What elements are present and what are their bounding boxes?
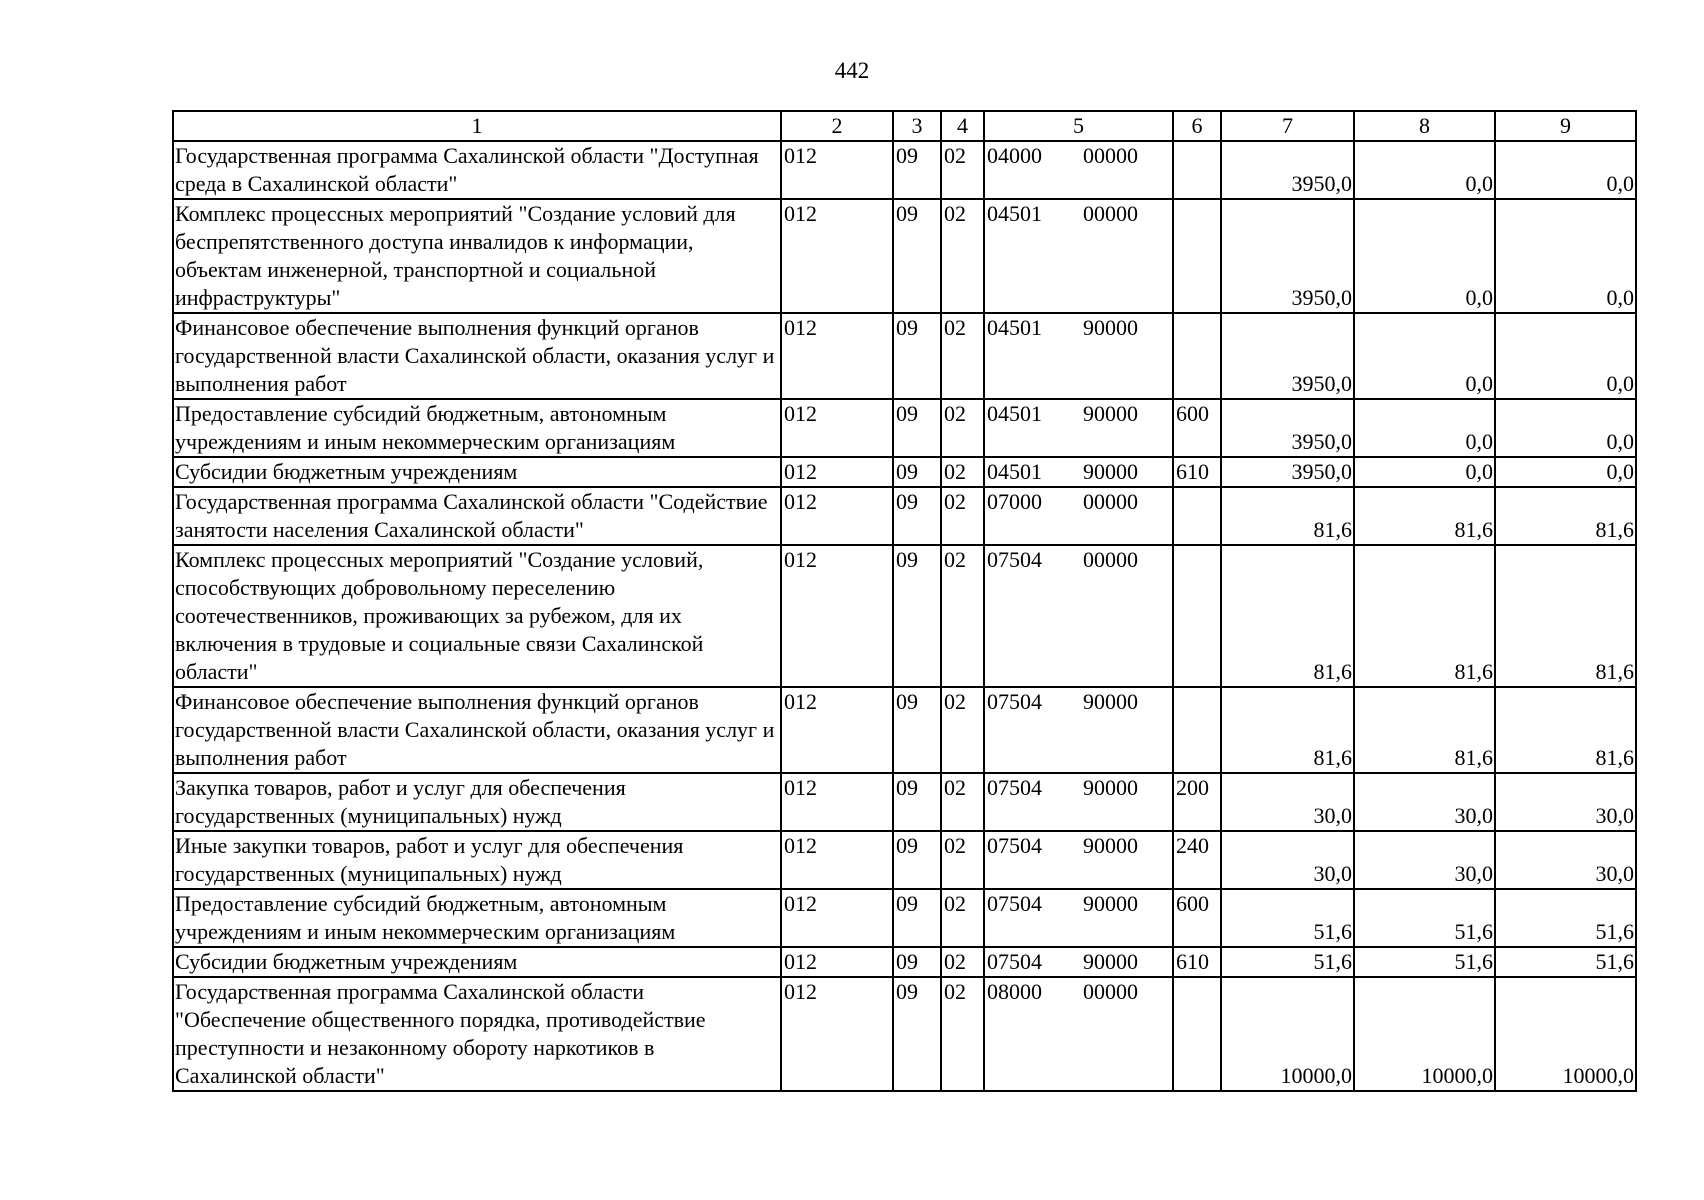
section-code-cell: 09 xyxy=(893,457,941,487)
row-name-cell: Предоставление субсидий бюджетным, автономным учреждениям и иным некоммерческим организациям xyxy=(173,399,781,457)
amount-year3-cell: 81,6 xyxy=(1495,545,1636,687)
row-name-cell: Комплекс процессных мероприятий "Создание условий, способствующих добровольному переселению соотечественников, проживающих за рубежом, для их включения в трудовые и социальные связи Сахалинской области" xyxy=(173,545,781,687)
amount-year3-cell: 0,0 xyxy=(1495,457,1636,487)
section-code-cell: 09 xyxy=(893,487,941,545)
section-code-cell: 09 xyxy=(893,199,941,313)
row-name-cell: Комплекс процессных мероприятий "Создание условий для беспрепятственного доступа инвалидов к информации, объектам инженерной, транспортной и социальной инфраструктуры" xyxy=(173,199,781,313)
amount-year1-cell: 30,0 xyxy=(1221,773,1354,831)
section-code-cell: 09 xyxy=(893,831,941,889)
grbs-code-cell: 012 xyxy=(781,889,893,947)
amount-year1-cell: 3950,0 xyxy=(1221,457,1354,487)
grbs-code-cell: 012 xyxy=(781,773,893,831)
amount-year2-cell: 0,0 xyxy=(1354,313,1495,399)
column-header: 7 xyxy=(1221,111,1354,141)
amount-year2-cell: 51,6 xyxy=(1354,947,1495,977)
target-article-cell xyxy=(984,313,1173,399)
amount-year2-cell: 81,6 xyxy=(1354,487,1495,545)
table-row xyxy=(173,977,1636,1091)
grbs-code-cell: 012 xyxy=(781,545,893,687)
grbs-code-cell: 012 xyxy=(781,687,893,773)
section-code-cell: 09 xyxy=(893,545,941,687)
table-row xyxy=(173,947,1636,977)
target-article-cell xyxy=(984,773,1173,831)
table-row xyxy=(173,831,1636,889)
subsection-code-cell: 02 xyxy=(941,977,984,1091)
amount-year2-cell: 30,0 xyxy=(1354,773,1495,831)
amount-year2-cell: 81,6 xyxy=(1354,687,1495,773)
amount-year2-cell: 10000,0 xyxy=(1354,977,1495,1091)
target-article-program: 07504 xyxy=(987,949,1042,974)
target-article-program: 07504 xyxy=(987,833,1042,858)
target-article-program: 07504 xyxy=(987,689,1042,714)
target-article-direction: 00000 xyxy=(1083,201,1138,226)
table-row xyxy=(173,889,1636,947)
subsection-code-cell: 02 xyxy=(941,773,984,831)
target-article-cell xyxy=(984,687,1173,773)
subsection-code-cell: 02 xyxy=(941,545,984,687)
table-row xyxy=(173,399,1636,457)
target-article-cell xyxy=(984,831,1173,889)
table-row xyxy=(173,199,1636,313)
row-name-cell: Предоставление субсидий бюджетным, автономным учреждениям и иным некоммерческим организациям xyxy=(173,889,781,947)
target-article-program: 07504 xyxy=(987,891,1042,916)
row-name-cell: Финансовое обеспечение выполнения функций органов государственной власти Сахалинской области, оказания услуг и выполнения работ xyxy=(173,313,781,399)
amount-year1-cell: 3950,0 xyxy=(1221,141,1354,199)
subsection-code-cell: 02 xyxy=(941,889,984,947)
amount-year3-cell: 81,6 xyxy=(1495,487,1636,545)
row-name-cell: Финансовое обеспечение выполнения функций органов государственной власти Сахалинской области, оказания услуг и выполнения работ xyxy=(173,687,781,773)
subsection-code-cell: 02 xyxy=(941,199,984,313)
row-name-cell: Субсидии бюджетным учреждениям xyxy=(173,947,781,977)
target-article-program: 04501 xyxy=(987,315,1042,340)
grbs-code-cell: 012 xyxy=(781,977,893,1091)
table-row xyxy=(173,313,1636,399)
target-article-direction: 90000 xyxy=(1083,315,1138,340)
column-header-row xyxy=(173,111,1636,141)
row-name-cell: Государственная программа Сахалинской области "Содействие занятости населения Сахалинской области" xyxy=(173,487,781,545)
amount-year3-cell: 0,0 xyxy=(1495,399,1636,457)
target-article-cell xyxy=(984,487,1173,545)
grbs-code-cell: 012 xyxy=(781,947,893,977)
table-row xyxy=(173,687,1636,773)
target-article-direction: 00000 xyxy=(1083,489,1138,514)
subsection-code-cell: 02 xyxy=(941,487,984,545)
table-row xyxy=(173,545,1636,687)
target-article-cell xyxy=(984,399,1173,457)
subsection-code-cell: 02 xyxy=(941,141,984,199)
amount-year2-cell: 0,0 xyxy=(1354,399,1495,457)
amount-year1-cell: 3950,0 xyxy=(1221,399,1354,457)
column-header: 8 xyxy=(1354,111,1495,141)
expense-type-cell xyxy=(1173,141,1221,199)
section-code-cell: 09 xyxy=(893,141,941,199)
amount-year3-cell: 51,6 xyxy=(1495,889,1636,947)
column-header: 1 xyxy=(173,111,781,141)
column-header: 5 xyxy=(984,111,1173,141)
section-code-cell: 09 xyxy=(893,313,941,399)
subsection-code-cell: 02 xyxy=(941,313,984,399)
expense-type-cell xyxy=(1173,199,1221,313)
amount-year1-cell: 30,0 xyxy=(1221,831,1354,889)
subsection-code-cell: 02 xyxy=(941,687,984,773)
target-article-direction: 90000 xyxy=(1083,401,1138,426)
target-article-direction: 00000 xyxy=(1083,547,1138,572)
grbs-code-cell: 012 xyxy=(781,399,893,457)
target-article-program: 08000 xyxy=(987,979,1042,1004)
section-code-cell: 09 xyxy=(893,947,941,977)
section-code-cell: 09 xyxy=(893,977,941,1091)
section-code-cell: 09 xyxy=(893,399,941,457)
expense-type-cell: 240 xyxy=(1173,831,1221,889)
target-article-cell xyxy=(984,977,1173,1091)
section-code-cell: 09 xyxy=(893,687,941,773)
target-article-program: 04501 xyxy=(987,459,1042,484)
target-article-program: 04501 xyxy=(987,401,1042,426)
expense-type-cell: 600 xyxy=(1173,889,1221,947)
grbs-code-cell: 012 xyxy=(781,487,893,545)
target-article-cell xyxy=(984,545,1173,687)
amount-year1-cell: 81,6 xyxy=(1221,487,1354,545)
amount-year1-cell: 51,6 xyxy=(1221,947,1354,977)
amount-year1-cell: 81,6 xyxy=(1221,545,1354,687)
amount-year2-cell: 30,0 xyxy=(1354,831,1495,889)
row-name-cell: Государственная программа Сахалинской области "Доступная среда в Сахалинской области" xyxy=(173,141,781,199)
table-row xyxy=(173,457,1636,487)
target-article-program: 07000 xyxy=(987,489,1042,514)
subsection-code-cell: 02 xyxy=(941,831,984,889)
column-header: 4 xyxy=(941,111,984,141)
row-name-cell: Иные закупки товаров, работ и услуг для обеспечения государственных (муниципальных) нужд xyxy=(173,831,781,889)
target-article-cell xyxy=(984,141,1173,199)
amount-year3-cell: 30,0 xyxy=(1495,773,1636,831)
amount-year2-cell: 51,6 xyxy=(1354,889,1495,947)
target-article-cell xyxy=(984,199,1173,313)
amount-year2-cell: 81,6 xyxy=(1354,545,1495,687)
amount-year1-cell: 81,6 xyxy=(1221,687,1354,773)
amount-year2-cell: 0,0 xyxy=(1354,199,1495,313)
target-article-program: 07504 xyxy=(987,775,1042,800)
amount-year1-cell: 3950,0 xyxy=(1221,199,1354,313)
target-article-direction: 90000 xyxy=(1083,459,1138,484)
target-article-direction: 00000 xyxy=(1083,979,1138,1004)
expense-type-cell xyxy=(1173,545,1221,687)
expense-type-cell xyxy=(1173,313,1221,399)
target-article-direction: 90000 xyxy=(1083,833,1138,858)
section-code-cell: 09 xyxy=(893,773,941,831)
subsection-code-cell: 02 xyxy=(941,399,984,457)
amount-year3-cell: 0,0 xyxy=(1495,313,1636,399)
target-article-cell xyxy=(984,947,1173,977)
amount-year3-cell: 0,0 xyxy=(1495,199,1636,313)
grbs-code-cell: 012 xyxy=(781,141,893,199)
expense-type-cell: 200 xyxy=(1173,773,1221,831)
target-article-program: 07504 xyxy=(987,547,1042,572)
target-article-program: 04000 xyxy=(987,143,1042,168)
page-number: 442 xyxy=(834,58,870,83)
column-header: 2 xyxy=(781,111,893,141)
amount-year2-cell: 0,0 xyxy=(1354,457,1495,487)
target-article-direction: 00000 xyxy=(1083,143,1138,168)
amount-year3-cell: 51,6 xyxy=(1495,947,1636,977)
target-article-cell xyxy=(984,457,1173,487)
table-row xyxy=(173,141,1636,199)
amount-year3-cell: 81,6 xyxy=(1495,687,1636,773)
expense-type-cell: 610 xyxy=(1173,457,1221,487)
column-header: 3 xyxy=(893,111,941,141)
column-header: 6 xyxy=(1173,111,1221,141)
budget-table xyxy=(172,110,1637,1092)
expense-type-cell xyxy=(1173,977,1221,1091)
amount-year2-cell: 0,0 xyxy=(1354,141,1495,199)
subsection-code-cell: 02 xyxy=(941,947,984,977)
row-name-cell: Государственная программа Сахалинской области "Обеспечение общественного порядка, противодействие преступности и незаконному обороту наркотиков в Сахалинской области" xyxy=(173,977,781,1091)
grbs-code-cell: 012 xyxy=(781,457,893,487)
amount-year3-cell: 10000,0 xyxy=(1495,977,1636,1091)
amount-year1-cell: 3950,0 xyxy=(1221,313,1354,399)
grbs-code-cell: 012 xyxy=(781,313,893,399)
grbs-code-cell: 012 xyxy=(781,831,893,889)
amount-year1-cell: 10000,0 xyxy=(1221,977,1354,1091)
table-row xyxy=(173,773,1636,831)
amount-year3-cell: 30,0 xyxy=(1495,831,1636,889)
expense-type-cell xyxy=(1173,687,1221,773)
table-row xyxy=(173,487,1636,545)
expense-type-cell: 610 xyxy=(1173,947,1221,977)
row-name-cell: Субсидии бюджетным учреждениям xyxy=(173,457,781,487)
target-article-direction: 90000 xyxy=(1083,689,1138,714)
amount-year3-cell: 0,0 xyxy=(1495,141,1636,199)
expense-type-cell xyxy=(1173,487,1221,545)
expense-type-cell: 600 xyxy=(1173,399,1221,457)
section-code-cell: 09 xyxy=(893,889,941,947)
target-article-direction: 90000 xyxy=(1083,775,1138,800)
target-article-cell xyxy=(984,889,1173,947)
amount-year1-cell: 51,6 xyxy=(1221,889,1354,947)
target-article-direction: 90000 xyxy=(1083,891,1138,916)
target-article-program: 04501 xyxy=(987,201,1042,226)
grbs-code-cell: 012 xyxy=(781,199,893,313)
row-name-cell: Закупка товаров, работ и услуг для обеспечения государственных (муниципальных) нужд xyxy=(173,773,781,831)
target-article-direction: 90000 xyxy=(1083,949,1138,974)
column-header: 9 xyxy=(1495,111,1636,141)
subsection-code-cell: 02 xyxy=(941,457,984,487)
